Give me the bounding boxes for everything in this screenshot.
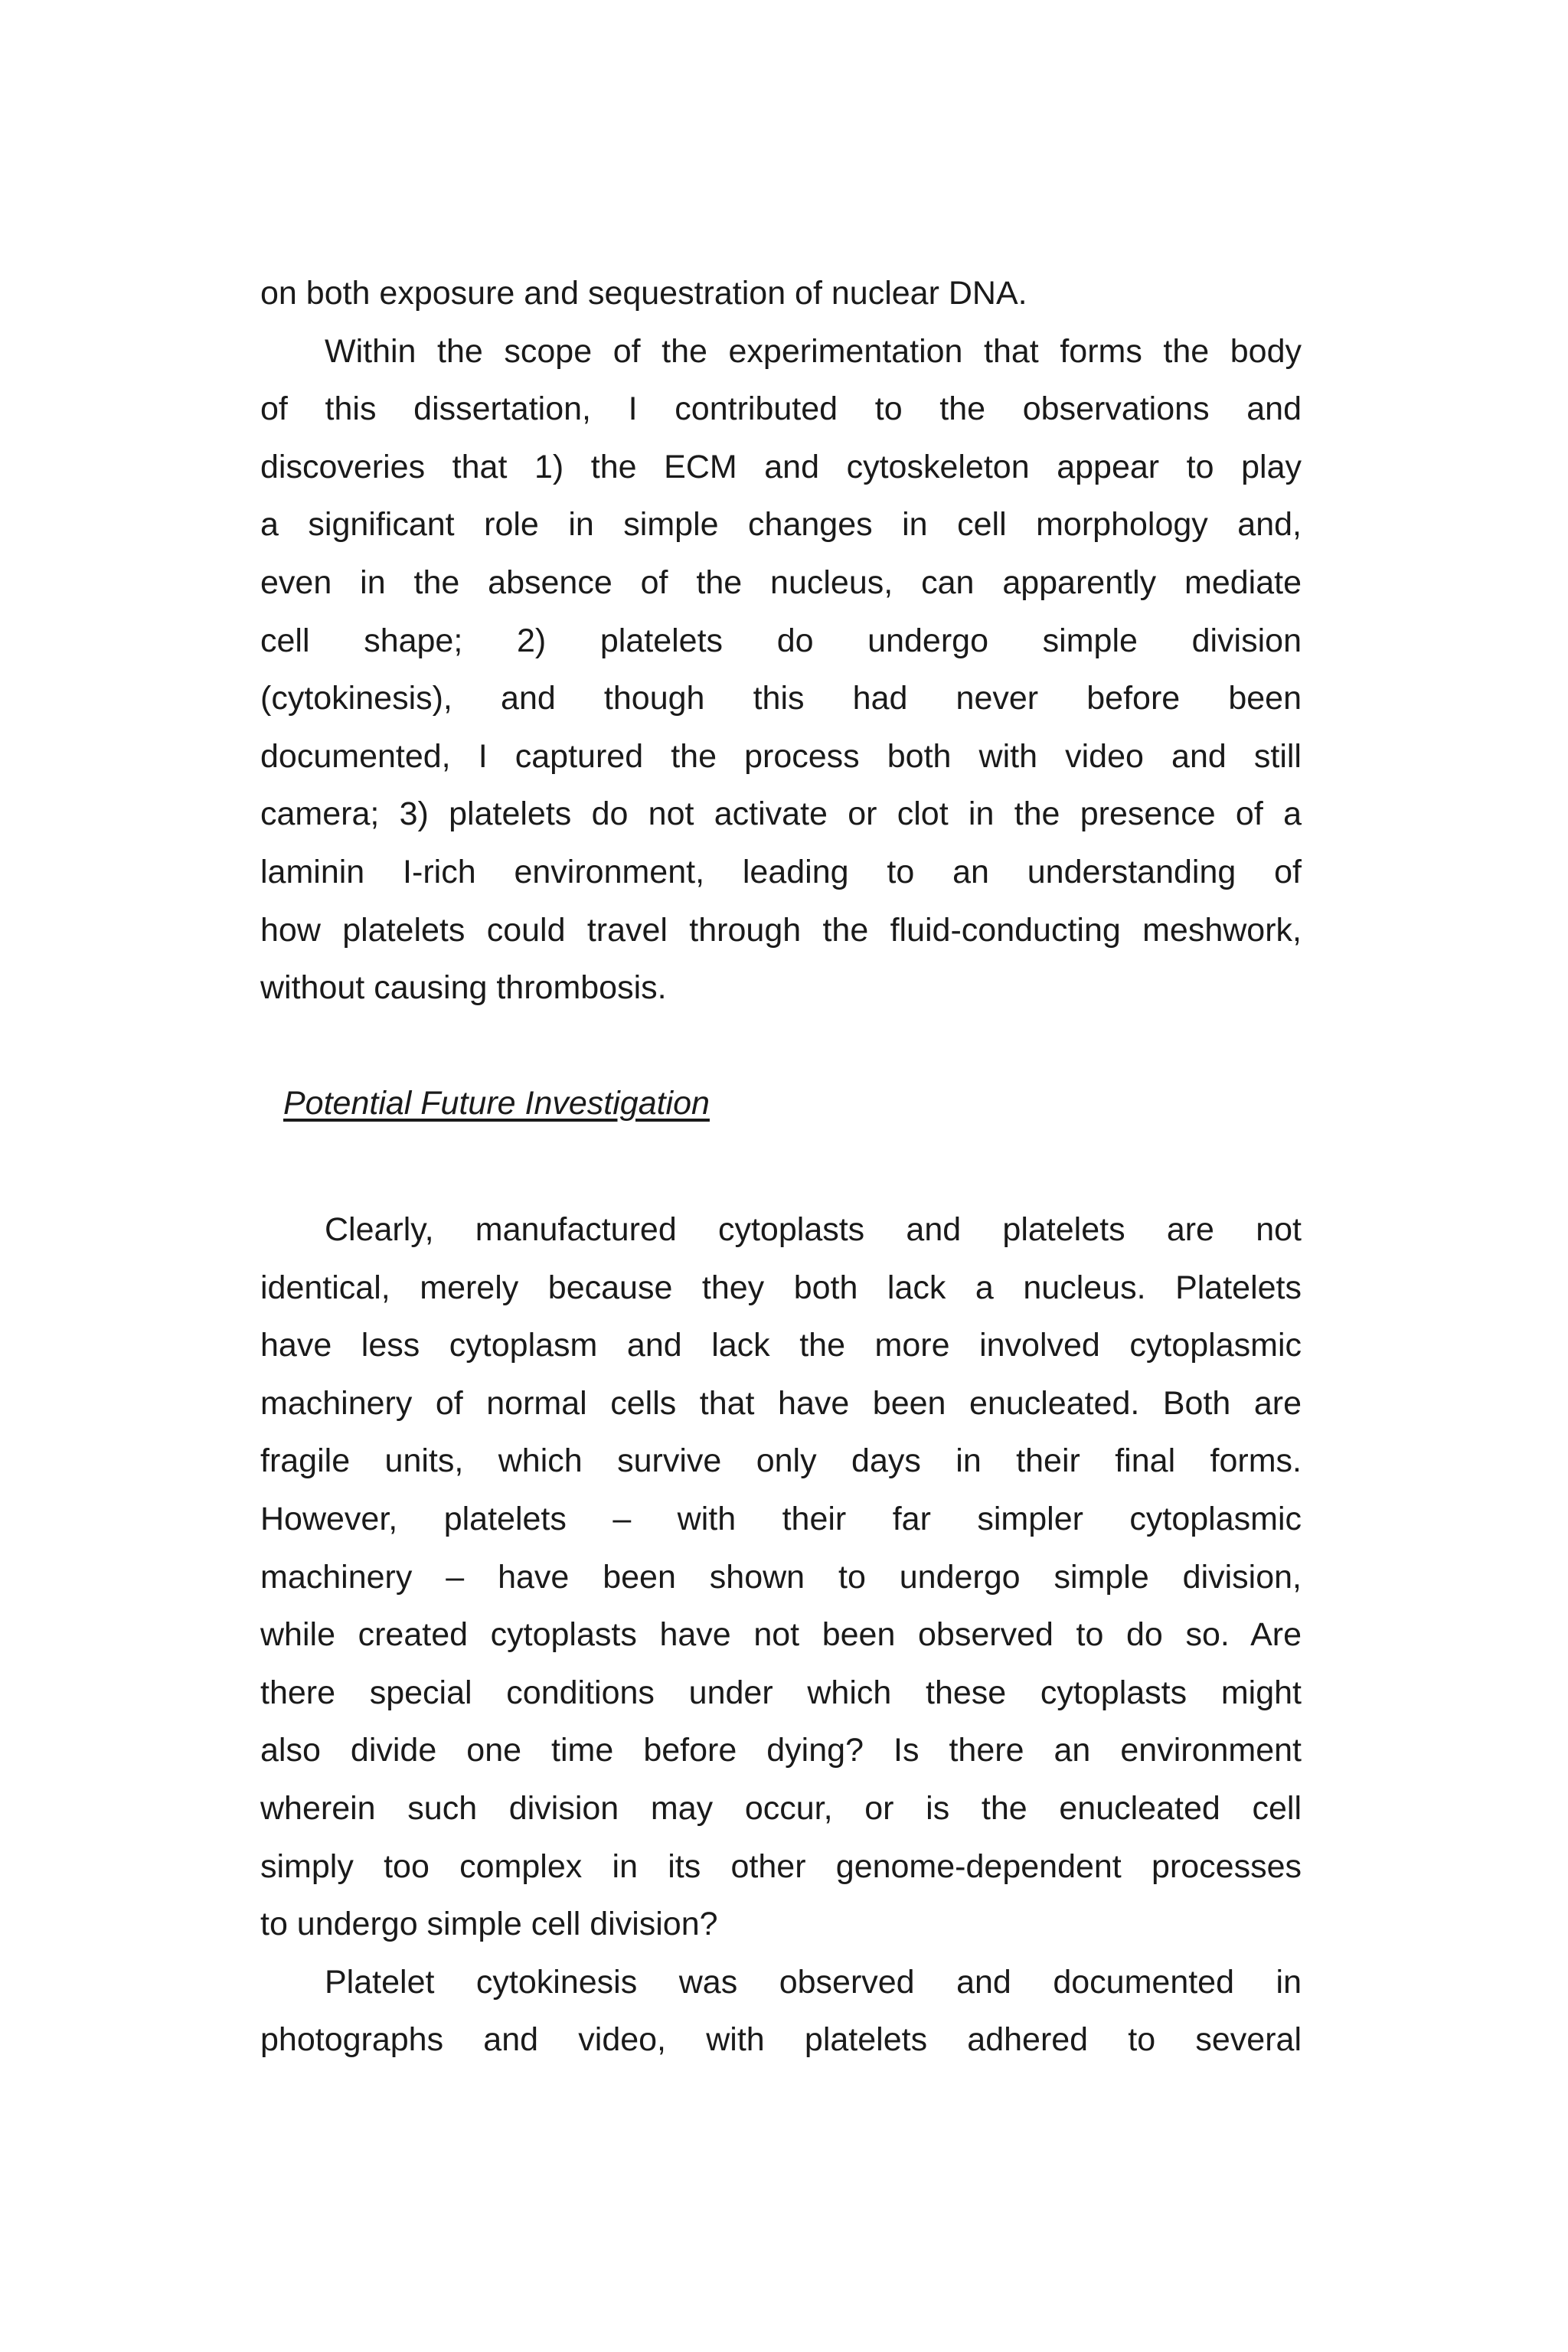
text-line: while created cytoplasts have not been observed to do so. Are [260,1616,1302,1654]
text-line: on both exposure and sequestration of nuclear DNA. [260,275,1027,312]
text-line: (cytokinesis), and though this had never before been [260,680,1302,717]
text-line: cell shape; 2) platelets do undergo simple division [260,622,1302,659]
text-line: also divide one time before dying? Is there an environment [260,1732,1302,1769]
text-line: machinery of normal cells that have been enucleated. Both are [260,1384,1302,1422]
text-line: a significant role in simple changes in cell morphology and, [260,506,1302,544]
text-line: camera; 3) platelets do not activate or clot in the presence of a [260,795,1302,833]
text-line: to undergo simple cell division? [260,1906,718,1943]
text-line: even in the absence of the nucleus, can apparently mediate [260,564,1302,601]
text-line: fragile units, which survive only days in their final forms. [260,1442,1302,1480]
text-line: simply too complex in its other genome-dependent processes [260,1847,1302,1885]
text-line: Clearly, manufactured cytoplasts and platelets are not [325,1211,1302,1248]
section-heading: Potential Future Investigation [283,1085,710,1122]
text-line: Within the scope of the experimentation that forms the body [325,332,1302,370]
text-line: discoveries that 1) the ECM and cytoskeleton appear to play [260,448,1302,485]
text-line: Platelet cytokinesis was observed and documented in [325,1963,1302,2001]
section-body-2 [260,1201,1302,2069]
text-line: However, platelets – with their far simpler cytoplasmic [260,1500,1302,1537]
text-line: laminin I-rich environment, leading to an understanding of [260,853,1302,890]
text-line: identical, merely because they both lack a nucleus. Platelets [260,1269,1302,1306]
text-line: documented, I captured the process both with video and still [260,737,1302,775]
text-line: wherein such division may occur, or is the enucleated cell [260,1789,1302,1827]
text-line: machinery – have been shown to undergo simple division, [260,1558,1302,1596]
text-line: how platelets could travel through the fluid-conducting meshwork, [260,911,1302,949]
text-line: there special conditions under which these cytoplasts might [260,1674,1302,1711]
text-line: of this dissertation, I contributed to the observations and [260,390,1302,428]
text-line: without causing thrombosis. [260,969,667,1007]
text-line: photographs and video, with platelets adhered to several [260,2021,1302,2059]
text-line: have less cytoplasm and lack the more involved cytoplasmic [260,1327,1302,1364]
section-body-1 [260,265,1302,1018]
